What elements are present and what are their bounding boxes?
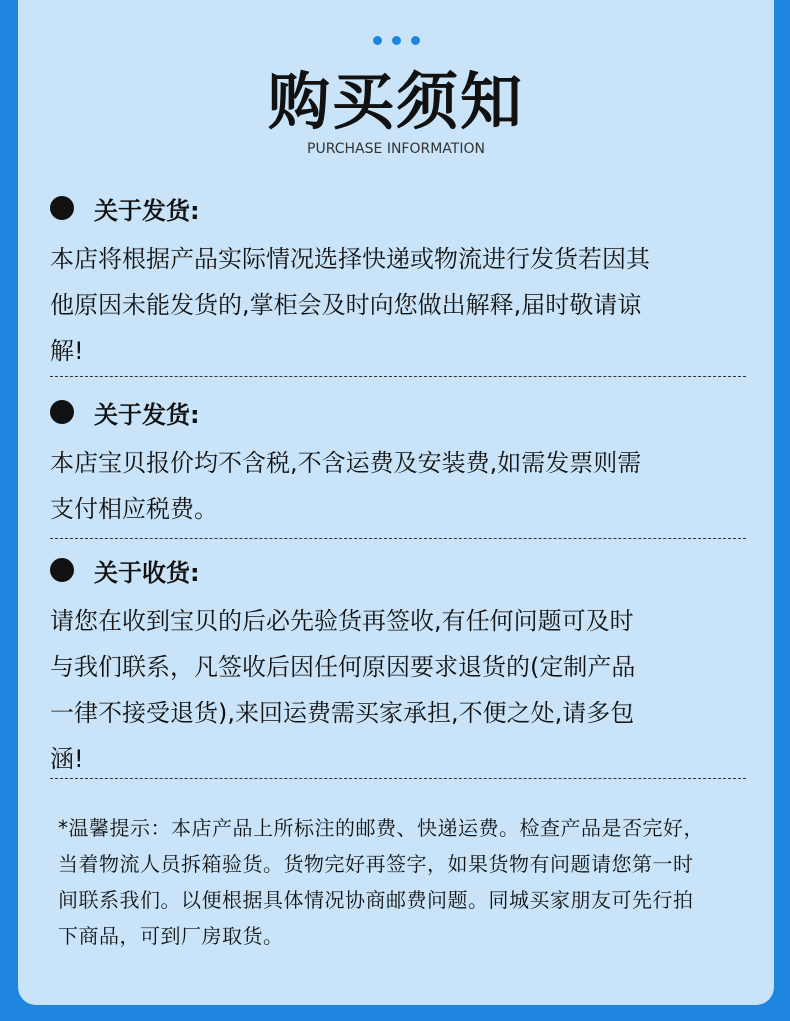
bullet-icon (50, 400, 74, 424)
body-line: 支付相应税费。 (50, 495, 218, 523)
section-body (50, 598, 750, 782)
tip-line: 当着物流人员拆箱验货。货物完好再签字，如果货物有问题请您第一时 (58, 852, 694, 876)
section-title: 关于收货: (94, 558, 200, 587)
page-title: 购买须知 (267, 65, 524, 138)
section-header (50, 550, 750, 590)
tip-line: 间联系我们。以便根据具体情况协商邮费问题。同城买家朋友可先行拍 (58, 888, 694, 912)
section-shipping (50, 188, 750, 374)
section-header (50, 392, 750, 432)
body-line: 他原因未能发货的,掌柜会及时向您做出解释,届时敬请谅 (50, 291, 642, 319)
dashed-divider (50, 538, 746, 539)
section-receiving (50, 550, 750, 782)
warm-tip (58, 810, 774, 954)
body-line: 与我们联系，凡签收后因任何原因要求退货的(定制产品 (50, 653, 636, 681)
section-title: 关于发货: (94, 400, 200, 429)
dot-icon (392, 36, 401, 45)
decorative-dots (18, 36, 774, 45)
body-line: 解! (50, 337, 84, 365)
page-subtitle: PURCHASE INFORMATION (307, 141, 485, 157)
dot-icon (373, 36, 382, 45)
section-header (50, 188, 750, 228)
bullet-icon (50, 558, 74, 582)
dot-icon (411, 36, 420, 45)
body-line: 涵! (50, 745, 84, 773)
body-line: 本店将根据产品实际情况选择快递或物流进行发货若因其 (50, 245, 650, 273)
dashed-divider (50, 376, 746, 377)
section-title: 关于发货: (94, 196, 200, 225)
section-body (50, 440, 750, 532)
section-body (50, 236, 750, 374)
body-line: 请您在收到宝贝的后必先验货再签收,有任何问题可及时 (50, 607, 634, 635)
section-tax (50, 392, 750, 532)
dashed-divider (50, 778, 746, 779)
bullet-icon (50, 196, 74, 220)
body-line: 一律不接受退货),来回运费需买家承担,不便之处,请多包 (50, 699, 635, 727)
tip-line: *温馨提示：本店产品上所标注的邮费、快递运费。检查产品是否完好， (58, 816, 704, 840)
info-card (18, 0, 774, 1005)
body-line: 本店宝贝报价均不含税,不含运费及安装费,如需发票则需 (50, 449, 642, 477)
tip-line: 下商品，可到厂房取货。 (58, 924, 284, 948)
